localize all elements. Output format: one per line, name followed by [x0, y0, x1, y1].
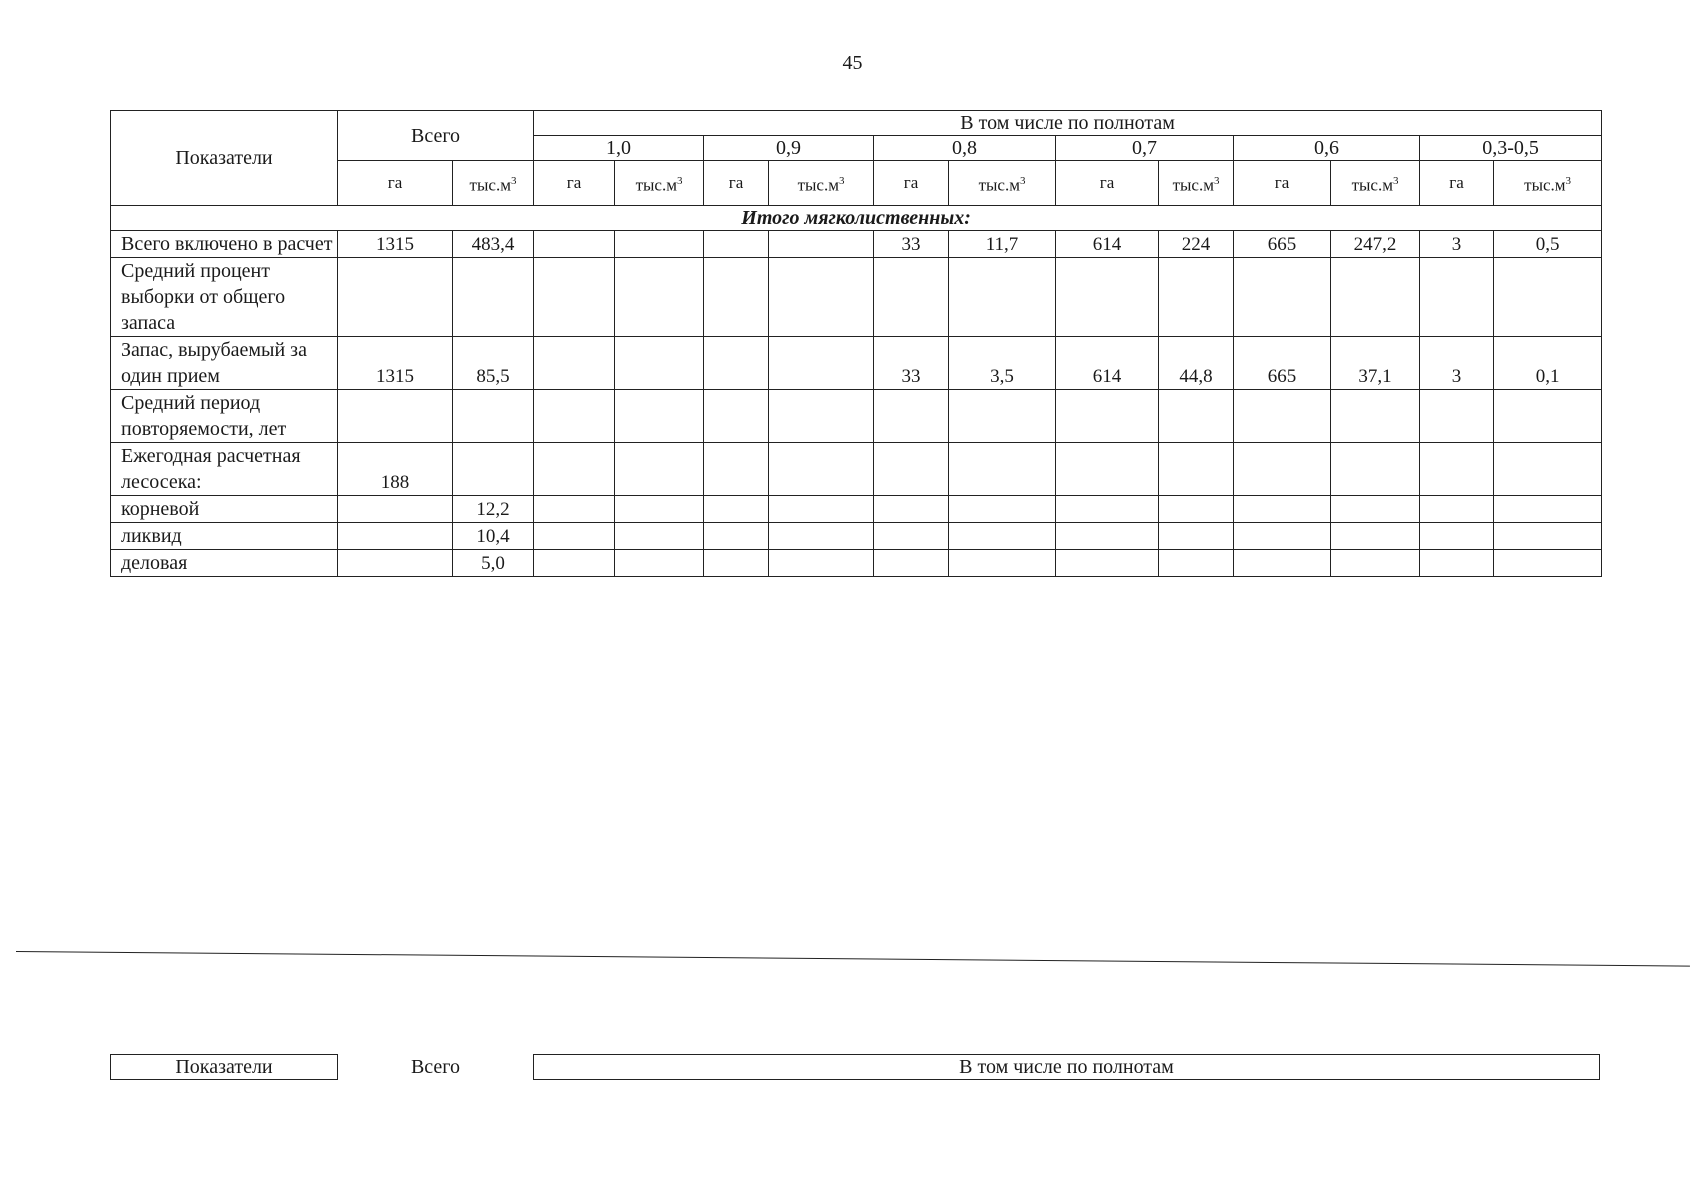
- unit-volume-text: тыс.м: [1351, 175, 1393, 195]
- table-cell: [338, 496, 453, 523]
- row-label: деловая: [111, 550, 338, 577]
- table-cell: 33: [874, 337, 949, 390]
- table-row: [111, 337, 1602, 390]
- table-cell: [949, 550, 1056, 577]
- table-cell: [769, 337, 874, 390]
- table-cell: [874, 390, 949, 443]
- unit-volume-header: [453, 161, 534, 206]
- table-cell: [1494, 443, 1602, 496]
- table-cell: 3,5: [949, 337, 1056, 390]
- table-row: [111, 231, 1602, 258]
- table-cell: [769, 496, 874, 523]
- table-cell: [534, 443, 615, 496]
- footer-header-row: [111, 1055, 1600, 1080]
- table-cell: [1056, 443, 1159, 496]
- total-header: Всего: [338, 111, 534, 161]
- table-cell: 0,5: [1494, 231, 1602, 258]
- unit-ha-header: га: [1420, 161, 1494, 206]
- unit-volume-text: тыс.м: [469, 175, 511, 195]
- table-cell: [949, 390, 1056, 443]
- table-cell: [1056, 550, 1159, 577]
- table-cell: [1159, 443, 1234, 496]
- table-cell: [704, 496, 769, 523]
- row-label: Всего включено в расчет: [111, 231, 338, 258]
- unit-volume-text: тыс.м: [978, 175, 1020, 195]
- section-row: [111, 206, 1602, 231]
- table-cell: [1159, 390, 1234, 443]
- table-cell: 224: [1159, 231, 1234, 258]
- table-cell: [615, 231, 704, 258]
- table-cell: [615, 443, 704, 496]
- table-cell: [534, 258, 615, 337]
- table-cell: [534, 231, 615, 258]
- section-title: Итого мягколиственных:: [111, 206, 1602, 231]
- table-cell: [949, 496, 1056, 523]
- table-cell: 10,4: [453, 523, 534, 550]
- density-header: 1,0: [534, 136, 704, 161]
- row-label: Средний период повторяемости, лет: [111, 390, 338, 443]
- table-row: [111, 550, 1602, 577]
- table-cell: [1159, 550, 1234, 577]
- table-cell: [615, 258, 704, 337]
- unit-volume-text: тыс.м: [635, 175, 677, 195]
- table-cell: 1315: [338, 337, 453, 390]
- table-cell: [769, 523, 874, 550]
- table-cell: 188: [338, 443, 453, 496]
- indicators-header: Показатели: [111, 111, 338, 206]
- table-row: [111, 258, 1602, 337]
- table-cell: [1494, 523, 1602, 550]
- table-cell: [1056, 258, 1159, 337]
- table-cell: [1420, 523, 1494, 550]
- table-row: [111, 390, 1602, 443]
- table-cell: [1331, 443, 1420, 496]
- table-cell: [1420, 496, 1494, 523]
- table-cell: [704, 523, 769, 550]
- table-cell: [704, 337, 769, 390]
- footer-table-header: [110, 1054, 1600, 1080]
- table-cell: 12,2: [453, 496, 534, 523]
- table-cell: 614: [1056, 337, 1159, 390]
- table-cell: [1234, 443, 1331, 496]
- row-label: ликвид: [111, 523, 338, 550]
- table-cell: [874, 443, 949, 496]
- table-cell: [338, 523, 453, 550]
- table-cell: [949, 443, 1056, 496]
- table-cell: [874, 523, 949, 550]
- table-cell: [949, 258, 1056, 337]
- unit-volume-text: тыс.м: [797, 175, 839, 195]
- unit-ha-header: га: [1056, 161, 1159, 206]
- table-cell: 3: [1420, 337, 1494, 390]
- table-cell: [1234, 523, 1331, 550]
- table-cell: [534, 390, 615, 443]
- table-row: [111, 443, 1602, 496]
- table-cell: [453, 443, 534, 496]
- unit-ha-header: га: [534, 161, 615, 206]
- table-cell: 3: [1420, 231, 1494, 258]
- table-cell: [1056, 496, 1159, 523]
- table-cell: [769, 443, 874, 496]
- footer-total-header: Всего: [338, 1055, 534, 1080]
- table-cell: [1420, 258, 1494, 337]
- header-row-1: [111, 111, 1602, 136]
- table-cell: [1494, 496, 1602, 523]
- table-cell: [1234, 550, 1331, 577]
- unit-volume-header: [949, 161, 1056, 206]
- table-cell: [1494, 550, 1602, 577]
- table-cell: [704, 550, 769, 577]
- row-label: Ежегодная расчетная лесосека:: [111, 443, 338, 496]
- density-header: 0,8: [874, 136, 1056, 161]
- table-cell: [615, 496, 704, 523]
- table-cell: [704, 258, 769, 337]
- table-cell: [1420, 443, 1494, 496]
- table-cell: [1494, 390, 1602, 443]
- table-cell: [1159, 523, 1234, 550]
- table-cell: [1331, 496, 1420, 523]
- table-cell: [704, 443, 769, 496]
- table-cell: [1331, 258, 1420, 337]
- divider-line: [16, 951, 1690, 967]
- table-cell: 85,5: [453, 337, 534, 390]
- table-cell: [1331, 523, 1420, 550]
- table-cell: 33: [874, 231, 949, 258]
- table-cell: [874, 496, 949, 523]
- table-cell: [338, 390, 453, 443]
- unit-ha-header: га: [874, 161, 949, 206]
- unit-volume-text: тыс.м: [1172, 175, 1214, 195]
- table-cell: [615, 550, 704, 577]
- page-number: 45: [842, 52, 863, 74]
- table-cell: 44,8: [1159, 337, 1234, 390]
- table-cell: [1420, 550, 1494, 577]
- unit-volume-header: [1159, 161, 1234, 206]
- table-cell: [874, 550, 949, 577]
- density-header: 0,3-0,5: [1420, 136, 1602, 161]
- table-cell: [453, 390, 534, 443]
- table-cell: [874, 258, 949, 337]
- table-row: [111, 496, 1602, 523]
- table-cell: 247,2: [1331, 231, 1420, 258]
- table-cell: [1331, 390, 1420, 443]
- table-cell: [1159, 258, 1234, 337]
- unit-volume-header: [1494, 161, 1602, 206]
- table-cell: [534, 337, 615, 390]
- table-cell: 37,1: [1331, 337, 1420, 390]
- unit-volume-superscript: 3: [1213, 174, 1220, 187]
- unit-volume-header: [1331, 161, 1420, 206]
- table-cell: [453, 258, 534, 337]
- table-cell: 0,1: [1494, 337, 1602, 390]
- footer-indicators-header: Показатели: [111, 1055, 338, 1080]
- unit-volume-superscript: 3: [1019, 174, 1026, 187]
- table-cell: [615, 523, 704, 550]
- unit-volume-header: [615, 161, 704, 206]
- unit-volume-superscript: 3: [510, 174, 517, 187]
- unit-ha-header: га: [1234, 161, 1331, 206]
- table-row: [111, 523, 1602, 550]
- table-cell: 1315: [338, 231, 453, 258]
- density-header: 0,6: [1234, 136, 1420, 161]
- table-cell: [534, 523, 615, 550]
- table-cell: [338, 258, 453, 337]
- row-label: корневой: [111, 496, 338, 523]
- row-label: Средний процент выборки от общего запаса: [111, 258, 338, 337]
- unit-volume-superscript: 3: [838, 174, 845, 187]
- table-cell: [1420, 390, 1494, 443]
- table-cell: [1331, 550, 1420, 577]
- table-cell: [615, 337, 704, 390]
- forest-indicators-table: [110, 110, 1602, 577]
- table-cell: [704, 231, 769, 258]
- table-cell: [769, 231, 874, 258]
- table-cell: [1234, 258, 1331, 337]
- unit-ha-header: га: [338, 161, 453, 206]
- table-cell: [1494, 258, 1602, 337]
- unit-volume-superscript: 3: [1392, 174, 1399, 187]
- table-cell: [949, 523, 1056, 550]
- table-cell: [1056, 390, 1159, 443]
- by-density-header: В том числе по полнотам: [534, 111, 1602, 136]
- density-header: 0,7: [1056, 136, 1234, 161]
- unit-volume-text: тыс.м: [1524, 175, 1566, 195]
- table-cell: [1234, 496, 1331, 523]
- table-cell: [769, 550, 874, 577]
- table-cell: [769, 390, 874, 443]
- table-cell: [1056, 523, 1159, 550]
- table-cell: [534, 550, 615, 577]
- unit-volume-superscript: 3: [1565, 174, 1572, 187]
- footer-by-density-header: В том числе по полнотам: [534, 1055, 1600, 1080]
- table-cell: 665: [1234, 231, 1331, 258]
- table-cell: 665: [1234, 337, 1331, 390]
- table-cell: 614: [1056, 231, 1159, 258]
- table-cell: [704, 390, 769, 443]
- density-header: 0,9: [704, 136, 874, 161]
- table-cell: [534, 496, 615, 523]
- table-cell: [769, 258, 874, 337]
- table-cell: 11,7: [949, 231, 1056, 258]
- unit-ha-header: га: [704, 161, 769, 206]
- row-label: Запас, вырубаемый за один прием: [111, 337, 338, 390]
- unit-volume-header: [769, 161, 874, 206]
- table-cell: [1159, 496, 1234, 523]
- table-cell: [615, 390, 704, 443]
- table-cell: [1234, 390, 1331, 443]
- table-cell: 5,0: [453, 550, 534, 577]
- table-cell: 483,4: [453, 231, 534, 258]
- table-cell: [338, 550, 453, 577]
- unit-volume-superscript: 3: [676, 174, 683, 187]
